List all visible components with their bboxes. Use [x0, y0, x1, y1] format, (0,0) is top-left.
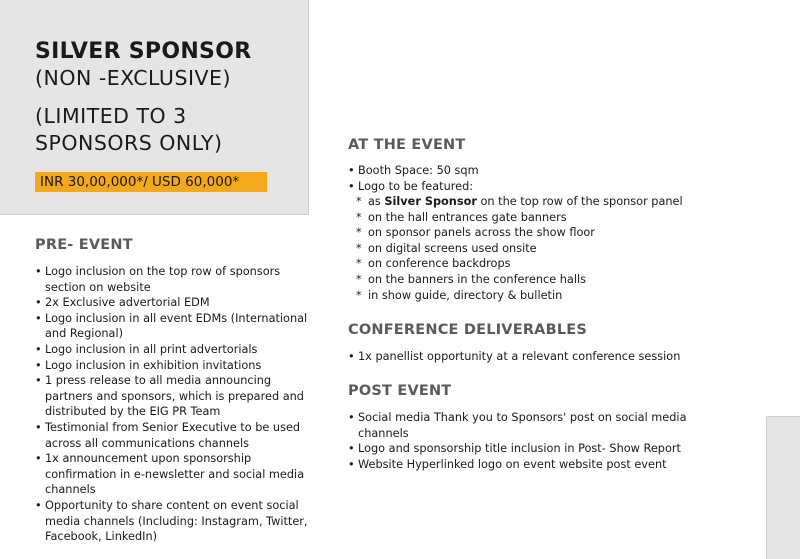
list-item: * on digital screens used onsite — [356, 241, 537, 255]
sponsor-limit-line-1: (LIMITED TO 3 — [35, 104, 187, 128]
list-item: • Logo inclusion on the top row of sponsors section on website — [35, 265, 281, 294]
list-item: • Logo inclusion in all event EDMs (International and Regional) — [35, 311, 308, 341]
at-event-list — [348, 163, 728, 194]
sponsor-tier-title: SILVER SPONSOR — [35, 39, 252, 64]
list-item: • Website Hyperlinked logo on event website post event — [348, 457, 667, 471]
list-item: • Social media Thank you to Sponsors' post on social media channels — [348, 411, 687, 440]
list-item: • Booth Space: 50 sqm — [348, 164, 479, 177]
list-item: • Logo inclusion in exhibition invitations — [35, 358, 262, 372]
featured-suffix: on the top row of the sponsor panel — [480, 195, 683, 208]
conference-heading: CONFERENCE DELIVERABLES — [348, 322, 588, 338]
list-item: • Testimonial from Senior Executive to be used across all communications channels — [35, 420, 301, 450]
conference-list — [348, 349, 748, 365]
sponsor-limit-line-2: SPONSORS ONLY) — [35, 131, 223, 155]
sponsor-limit — [35, 103, 222, 157]
list-item: • Opportunity to share content on event social media channels (Including: Instagram, Twitter, Facebook, LinkedIn) — [35, 498, 308, 544]
list-item: * in show guide, directory & bulletin — [356, 288, 563, 302]
list-item: * on the hall entrances gate banners — [356, 210, 567, 224]
list-item: • Logo inclusion in all print advertorials — [35, 342, 258, 356]
list-item: * on the banners in the conference halls — [356, 272, 587, 286]
featured-prefix: as — [368, 195, 381, 208]
list-item: • 1x announcement upon sponsorship confirmation in e-newsletter and social media channels — [35, 452, 305, 497]
post-event-heading: POST EVENT — [348, 383, 452, 399]
pre-event-heading: PRE- EVENT — [35, 237, 133, 253]
list-item: * as Silver Sponsor on the top row of the sponsor panel — [356, 195, 683, 208]
list-item: • 1x panellist opportunity at a relevant conference session — [348, 350, 681, 363]
featured-tier-name: Silver Sponsor — [384, 195, 477, 208]
list-item: • 2x Exclusive advertorial EDM — [35, 296, 210, 310]
list-item: * on sponsor panels across the show floor — [356, 226, 595, 240]
sponsor-tier-subtitle: (NON -EXCLUSIVE) — [35, 66, 231, 90]
at-event-heading: AT THE EVENT — [348, 137, 466, 153]
pre-event-list — [35, 264, 317, 545]
list-item: • Logo to be featured: — [348, 179, 474, 193]
featured-locations-list — [348, 194, 748, 303]
side-tab-decoration — [766, 416, 800, 559]
list-item: • 1 press release to all media announcing partners and sponsors, which is prepared and distributed by the EIG PR Team — [35, 374, 304, 419]
post-event-list — [348, 410, 708, 472]
list-item: • Logo and sponsorship title inclusion in Post- Show Report — [348, 442, 681, 456]
price-badge: INR 30,00,000*/ USD 60,000* — [35, 172, 267, 192]
list-item: * on conference backdrops — [356, 257, 511, 271]
hero-panel — [0, 0, 309, 215]
